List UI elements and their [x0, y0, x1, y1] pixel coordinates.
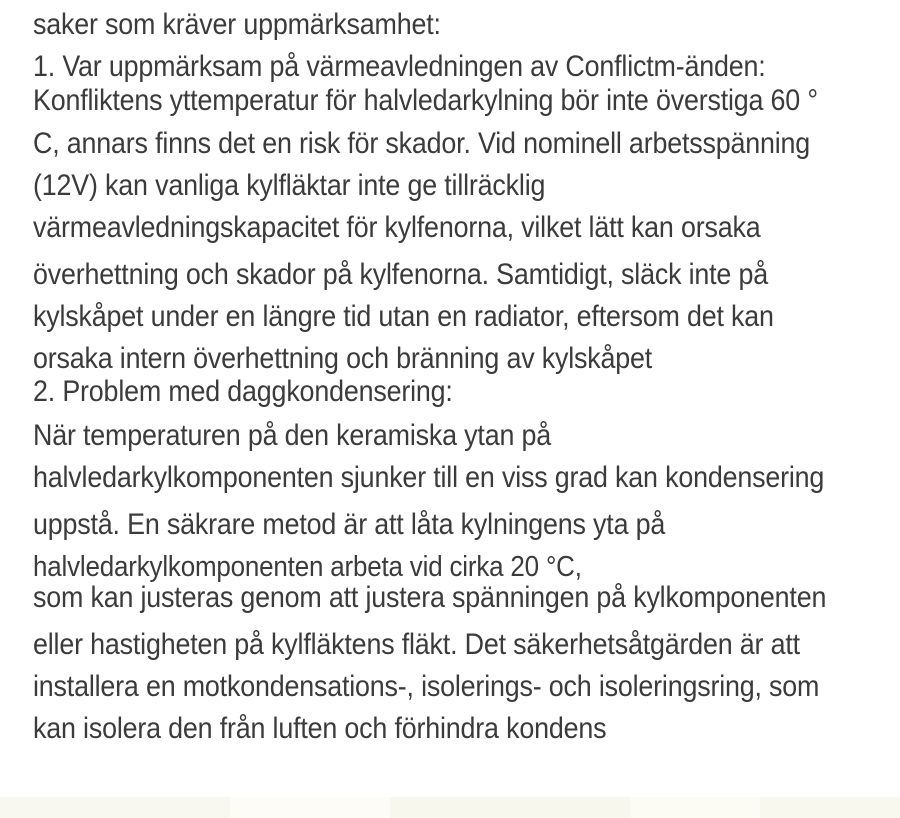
text-line: halvledarkylkomponenten arbeta vid cirka 20 °C,: [33, 551, 582, 583]
strip-segment: [0, 797, 230, 818]
strip-segment: [760, 797, 900, 818]
text-line: kylskåpet under en längre tid utan en radiator, eftersom det kan: [33, 300, 774, 333]
text-line: (12V) kan vanliga kylfläktar inte ge tillräcklig: [33, 169, 546, 202]
text-line: C, annars finns det en risk för skador. Vid nominell arbetsspänning: [33, 127, 811, 160]
bottom-photo-strip: [0, 797, 900, 818]
text-line: Konfliktens yttemperatur för halvledarkylning bör inte överstiga 60 °: [33, 84, 818, 117]
text-line: värmeavledningskapacitet för kylfenorna, vilket lätt kan orsaka: [33, 211, 761, 244]
text-line-item1-title: 1. Var uppmärksam på värmeavledningen av Conflictm-änden:: [33, 50, 766, 83]
text-line-intro: saker som kräver uppmärksamhet:: [33, 8, 441, 41]
text-line: överhettning och skador på kylfenorna. Samtidigt, släck inte på: [33, 258, 768, 291]
text-line: som kan justeras genom att justera spänningen på kylkomponenten: [33, 581, 827, 614]
translated-text-block: [33, 0, 900, 750]
strip-segment: [630, 797, 760, 818]
text-line: installera en motkondensations-, isolerings- och isoleringsring, som: [33, 670, 820, 703]
strip-segment: [390, 797, 630, 818]
text-line: kan isolera den från luften och förhindra kondens: [33, 712, 607, 745]
text-line: eller hastigheten på kylfläktens fläkt. Det säkerhetsåtgärden är att: [33, 628, 800, 661]
text-line: uppstå. En säkrare metod är att låta kylningens yta på: [33, 508, 666, 541]
text-line: När temperaturen på den keramiska ytan på: [33, 419, 552, 452]
text-line-item2-title: 2. Problem med daggkondensering:: [33, 375, 453, 408]
text-line: orsaka intern överhettning och bränning av kylskåpet: [33, 342, 653, 375]
strip-segment: [230, 797, 390, 818]
text-line: halvledarkylkomponenten sjunker till en viss grad kan kondensering: [33, 461, 825, 494]
